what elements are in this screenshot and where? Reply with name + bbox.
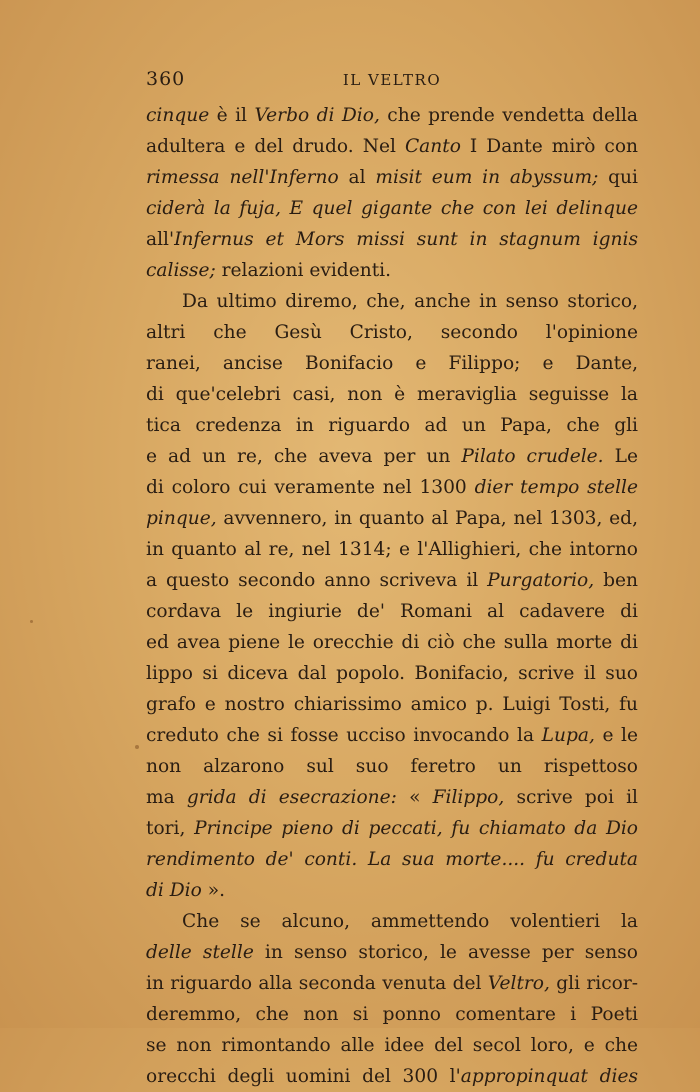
- italic-text: Verbo di Dio,: [254, 105, 380, 126]
- text-line: [146, 410, 638, 441]
- italic-text: delle stelle: [146, 942, 254, 963]
- text-line: [146, 534, 638, 565]
- text-segment: tica credenza in riguardo ad un Papa, che gli: [146, 415, 638, 436]
- text-segment: adultera e del drudo. Nel: [146, 136, 405, 157]
- text-line: [146, 751, 638, 782]
- text-segment: a questo secondo anno scriveva il: [146, 570, 488, 591]
- text-segment: ben: [603, 570, 638, 591]
- text-segment: avvennero, in quanto al Papa, nel 1303, ed,: [216, 508, 638, 529]
- italic-text: Infernus et Mors missi sunt in stagnum ignis: [174, 229, 638, 250]
- text-segment: e le: [602, 725, 638, 746]
- text-segment: che prende vendetta della: [387, 105, 638, 126]
- text-segment: ranei, ancise Bonifacio e Filippo; e Dante,: [146, 353, 638, 374]
- italic-text: grida di esecrazione:: [186, 787, 397, 808]
- text-line: [146, 193, 638, 224]
- text-line: [146, 255, 638, 286]
- text-line: [146, 968, 638, 999]
- text-segment: creduto che si fosse ucciso invocando la: [146, 725, 542, 746]
- text-segment: in riguardo alla seconda venuta del: [146, 973, 488, 994]
- text-segment: «: [396, 787, 433, 808]
- paper-spot: [135, 745, 139, 749]
- italic-text: Lupa,: [541, 725, 595, 746]
- text-line: [146, 100, 638, 131]
- text-segment: è il: [209, 105, 255, 126]
- italic-text: dier tempo stelle: [474, 477, 638, 498]
- italic-text: Purgatorio,: [487, 570, 595, 591]
- italic-text: rimessa nell'Inferno: [146, 167, 339, 188]
- text-line: [146, 441, 638, 472]
- text-segment: ed avea piene le orecchie di ciò che sulla morte di: [146, 632, 638, 653]
- text-line: [146, 565, 638, 596]
- text-line: [146, 999, 638, 1030]
- text-line: [146, 596, 638, 627]
- text-segment: non alzarono sul suo feretro un rispettoso: [146, 756, 638, 777]
- text-segment: scrive poi il: [516, 787, 638, 808]
- text-segment: tori,: [146, 818, 195, 839]
- text-segment: cordava le ingiurie de' Romani al cadavere di: [146, 601, 638, 622]
- text-segment: in senso storico, le avesse per senso: [264, 942, 638, 963]
- text-segment: relazioni evidenti.: [215, 260, 392, 281]
- text-segment: in quanto al re, nel 1314; e l'Allighieri, che intorno: [146, 539, 638, 560]
- italic-text: rendimento de' conti. La sua morte.... fu creduta: [146, 849, 638, 870]
- paper-spot: [30, 620, 33, 623]
- text-line: [146, 906, 638, 937]
- text-line: [146, 348, 638, 379]
- text-line: [146, 379, 638, 410]
- text-segment: lippo si diceva dal popolo. Bonifacio, scrive il suo: [146, 663, 638, 684]
- text-segment: di que'celebri casi, non è meraviglia seguisse la: [146, 384, 638, 405]
- text-line: [146, 317, 638, 348]
- text-segment: deremmo, che non si ponno comentare i Poeti: [146, 1004, 638, 1025]
- text-segment: Che se alcuno, ammettendo volentieri la: [182, 911, 638, 932]
- text-segment: orecchi degli uomini del 300 l': [146, 1066, 461, 1087]
- text-line: [146, 286, 638, 317]
- text-line: [146, 720, 638, 751]
- page-number: 360: [146, 68, 186, 90]
- running-header: [146, 68, 638, 94]
- text-line: [146, 472, 638, 503]
- page-text: [146, 100, 638, 1092]
- italic-text: di Dio: [146, 880, 202, 901]
- text-segment: al: [338, 167, 376, 188]
- text-line: [146, 131, 638, 162]
- italic-text: Veltro,: [487, 973, 550, 994]
- italic-text: appropinquat dies: [460, 1066, 638, 1087]
- text-line: [146, 782, 638, 813]
- text-segment: di coloro cui veramente nel 1300: [146, 477, 475, 498]
- text-line: [146, 162, 638, 193]
- text-segment: gli ricor-: [549, 973, 638, 994]
- text-segment: Le: [614, 446, 638, 467]
- italic-text: misit eum in abyssum;: [375, 167, 599, 188]
- text-line: [146, 875, 638, 906]
- text-line: [146, 813, 638, 844]
- italic-text: ciderà la fuja, E quel gigante che con lei delinque: [146, 198, 638, 219]
- text-line: [146, 937, 638, 968]
- italic-text: Pilato crudele.: [461, 446, 604, 467]
- text-line: [146, 844, 638, 875]
- italic-text: pinque,: [146, 508, 217, 529]
- italic-text: Filippo,: [432, 787, 505, 808]
- text-segment: I Dante mirò con: [460, 136, 638, 157]
- text-line: [146, 1030, 638, 1061]
- text-segment: qui: [608, 167, 638, 188]
- text-segment: all': [146, 229, 175, 250]
- text-line: [146, 658, 638, 689]
- text-segment: se non rimontando alle idee del secol loro, e che: [146, 1035, 638, 1056]
- italic-text: Principe pieno di peccati, fu chiamato da Dio: [194, 818, 638, 839]
- text-line: [146, 1061, 638, 1092]
- text-line: [146, 627, 638, 658]
- text-line: [146, 689, 638, 720]
- running-title: IL VELTRO: [342, 71, 442, 89]
- italic-text: cinque: [146, 105, 210, 126]
- italic-text: Canto: [404, 136, 461, 157]
- text-segment: grafo e nostro chiarissimo amico p. Luigi Tosti, fu: [146, 694, 638, 715]
- italic-text: calisse;: [146, 260, 216, 281]
- text-segment: ma: [146, 787, 187, 808]
- text-segment: Da ultimo diremo, che, anche in senso storico,: [182, 291, 638, 312]
- text-line: [146, 503, 638, 534]
- text-segment: e ad un re, che aveva per un: [146, 446, 462, 467]
- text-segment: altri che Gesù Cristo, secondo l'opinione: [146, 322, 638, 343]
- text-segment: ».: [201, 880, 226, 901]
- text-line: [146, 224, 638, 255]
